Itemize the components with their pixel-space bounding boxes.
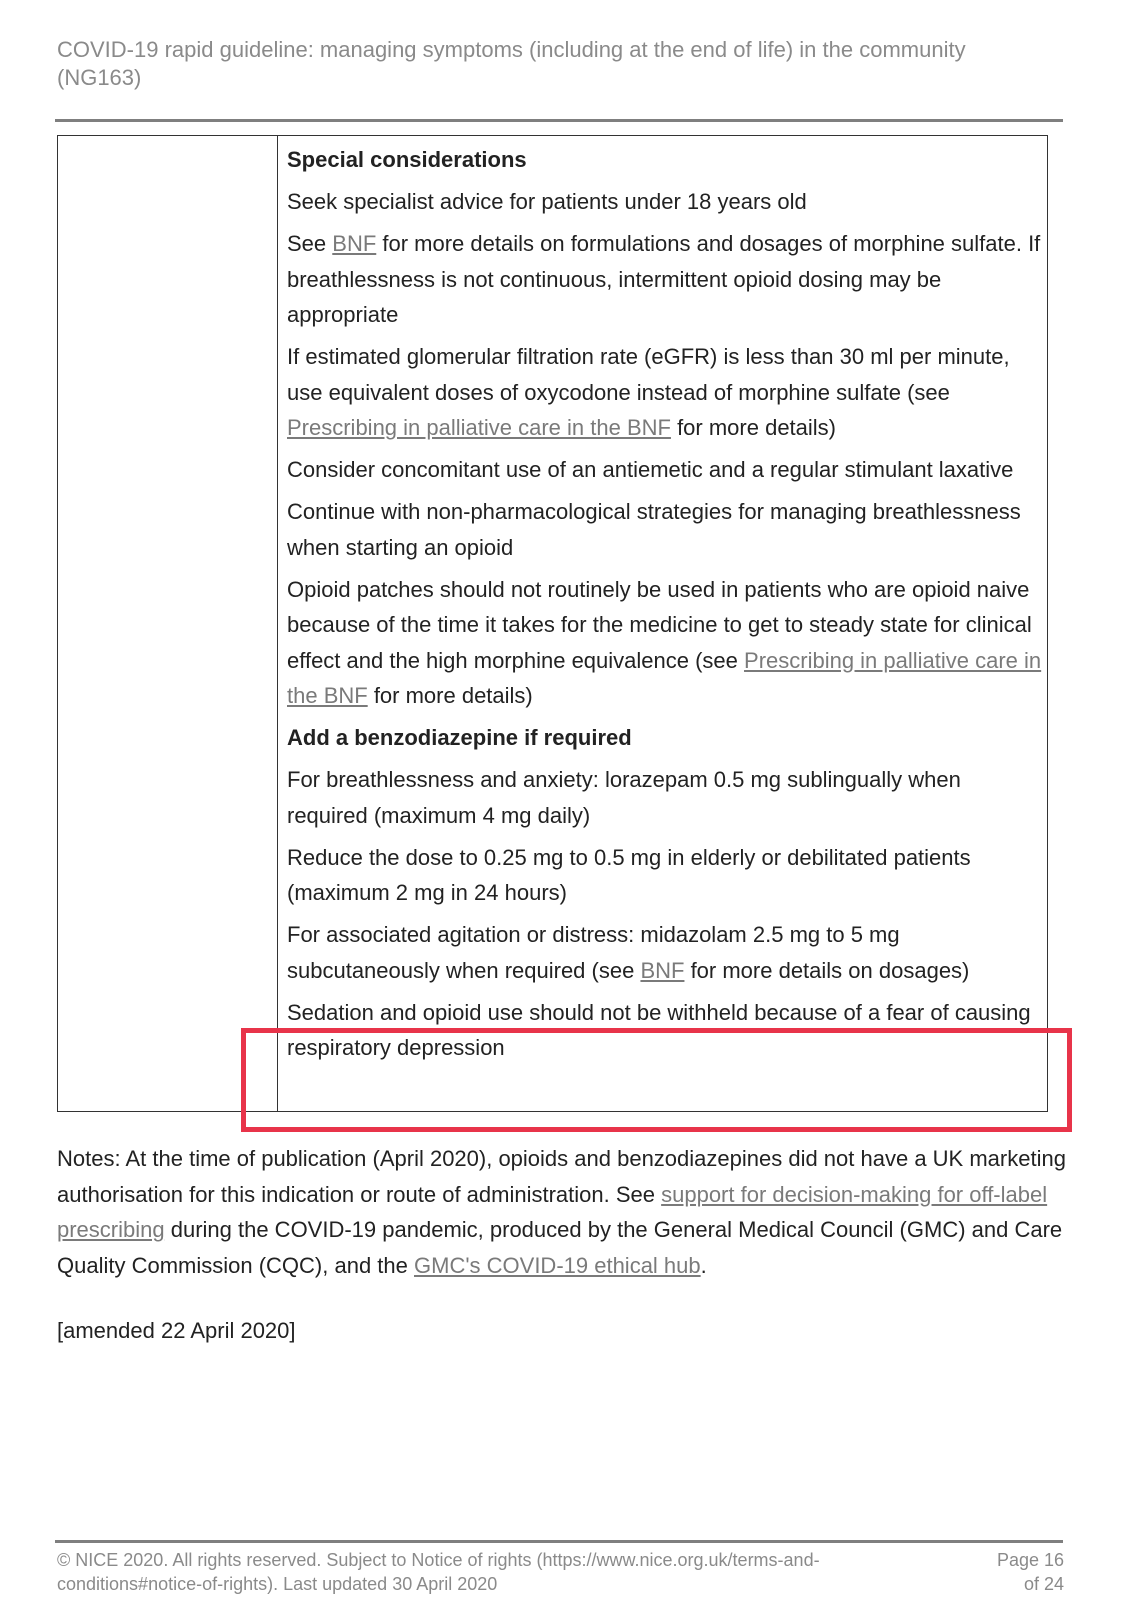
footer-line1: © NICE 2020. All rights reserved. Subject to Notice of rights (https://www.nice.org.uk/terms-and- (57, 1550, 820, 1570)
gmc-ethical-hub-link[interactable]: GMC's COVID-19 ethical hub (414, 1252, 701, 1278)
paragraph-opioid-patches: Opioid patches should not routinely be used in patients who are opioid naive because of the time it takes for the medicine to get to steady state for clinical effect and the high morphine equivalence (see Prescribing in palliative care in the BNF for more details) (287, 576, 1042, 708)
amended-note: [amended 22 April 2020] (57, 1318, 296, 1343)
bnf-link-2[interactable]: BNF (640, 957, 685, 983)
red-highlight-box (241, 1028, 1072, 1132)
notes-paragraph: Notes: At the time of publication (April 2020), opioids and benzodiazepines did not have a UK marketing authorisation for this indication or route of administration. See support for decision-making for off-label prescribing during the COVID-19 pandemic, produced by the General Medical Council (GMC) and Care Quality Commission (CQC), and the GMC's COVID-19 ethical hub. (57, 1146, 1066, 1278)
paragraph-egfr: If estimated glomerular filtration rate (eGFR) is less than 30 ml per minute, use equivalent doses of oxycodone instead of morphine sulfate (see Prescribing in palliative care in the BNF for more details) (287, 344, 1010, 440)
paragraph-sedation: Sedation and opioid use should not be withheld because of a fear of causing respiratory depression (287, 999, 1031, 1060)
paragraph-under-18: Seek specialist advice for patients under 18 years old (287, 189, 807, 214)
footer-copyright (57, 1548, 917, 1596)
footer-line2: conditions#notice-of-rights). Last updated 30 April 2020 (57, 1574, 498, 1594)
off-label-prescribing-link[interactable]: support for decision-making for off-label prescribing (57, 1181, 1048, 1242)
table-right-cell (279, 142, 1047, 1072)
page-number-line1: Page 16 (996, 1550, 1064, 1570)
paragraph-midazolam: For associated agitation or distress: midazolam 2.5 mg to 5 mg subcutaneously when required (see BNF for more details on dosages) (287, 922, 970, 983)
benzodiazepine-heading: Add a benzodiazepine if required (287, 725, 632, 750)
page-number (958, 1548, 1064, 1596)
header-title-line2: (NG163) (57, 65, 142, 90)
footer-divider (55, 1540, 1063, 1543)
prescribing-palliative-care-link[interactable]: Prescribing in palliative care in the BNF (287, 415, 671, 440)
page-number-line2: of 24 (1023, 1574, 1064, 1594)
paragraph-antiemetic: Consider concomitant use of an antiemetic and a regular stimulant laxative (287, 457, 1014, 482)
paragraph-non-pharmacological: Continue with non-pharmacological strategies for managing breathlessness when starting an opioid (287, 499, 1021, 560)
header-title-line1: COVID-19 rapid guideline: managing symptoms (including at the end of life) in the community (57, 37, 966, 62)
paragraph-dose-reduction: Reduce the dose to 0.25 mg to 0.5 mg in elderly or debilitated patients (maximum 2 mg in 24 hours) (287, 844, 971, 905)
paragraph-lorazepam: For breathlessness and anxiety: lorazepam 0.5 mg sublingually when required (maximum 4 mg daily) (287, 767, 961, 828)
prescribing-palliative-care-link-2[interactable]: Prescribing in palliative care in the BNF (287, 647, 1042, 708)
recommendation-table (57, 135, 1048, 1112)
page-header (57, 36, 1017, 92)
table-left-cell (58, 136, 278, 1111)
paragraph-bnf-morphine: See BNF for more details on formulations and dosages of morphine sulfate. If breathlessness is not continuous, intermittent opioid dosing may be appropriate (287, 231, 1041, 327)
special-considerations-heading: Special considerations (287, 147, 527, 172)
header-divider (55, 119, 1063, 122)
bnf-link[interactable]: BNF (332, 231, 377, 256)
